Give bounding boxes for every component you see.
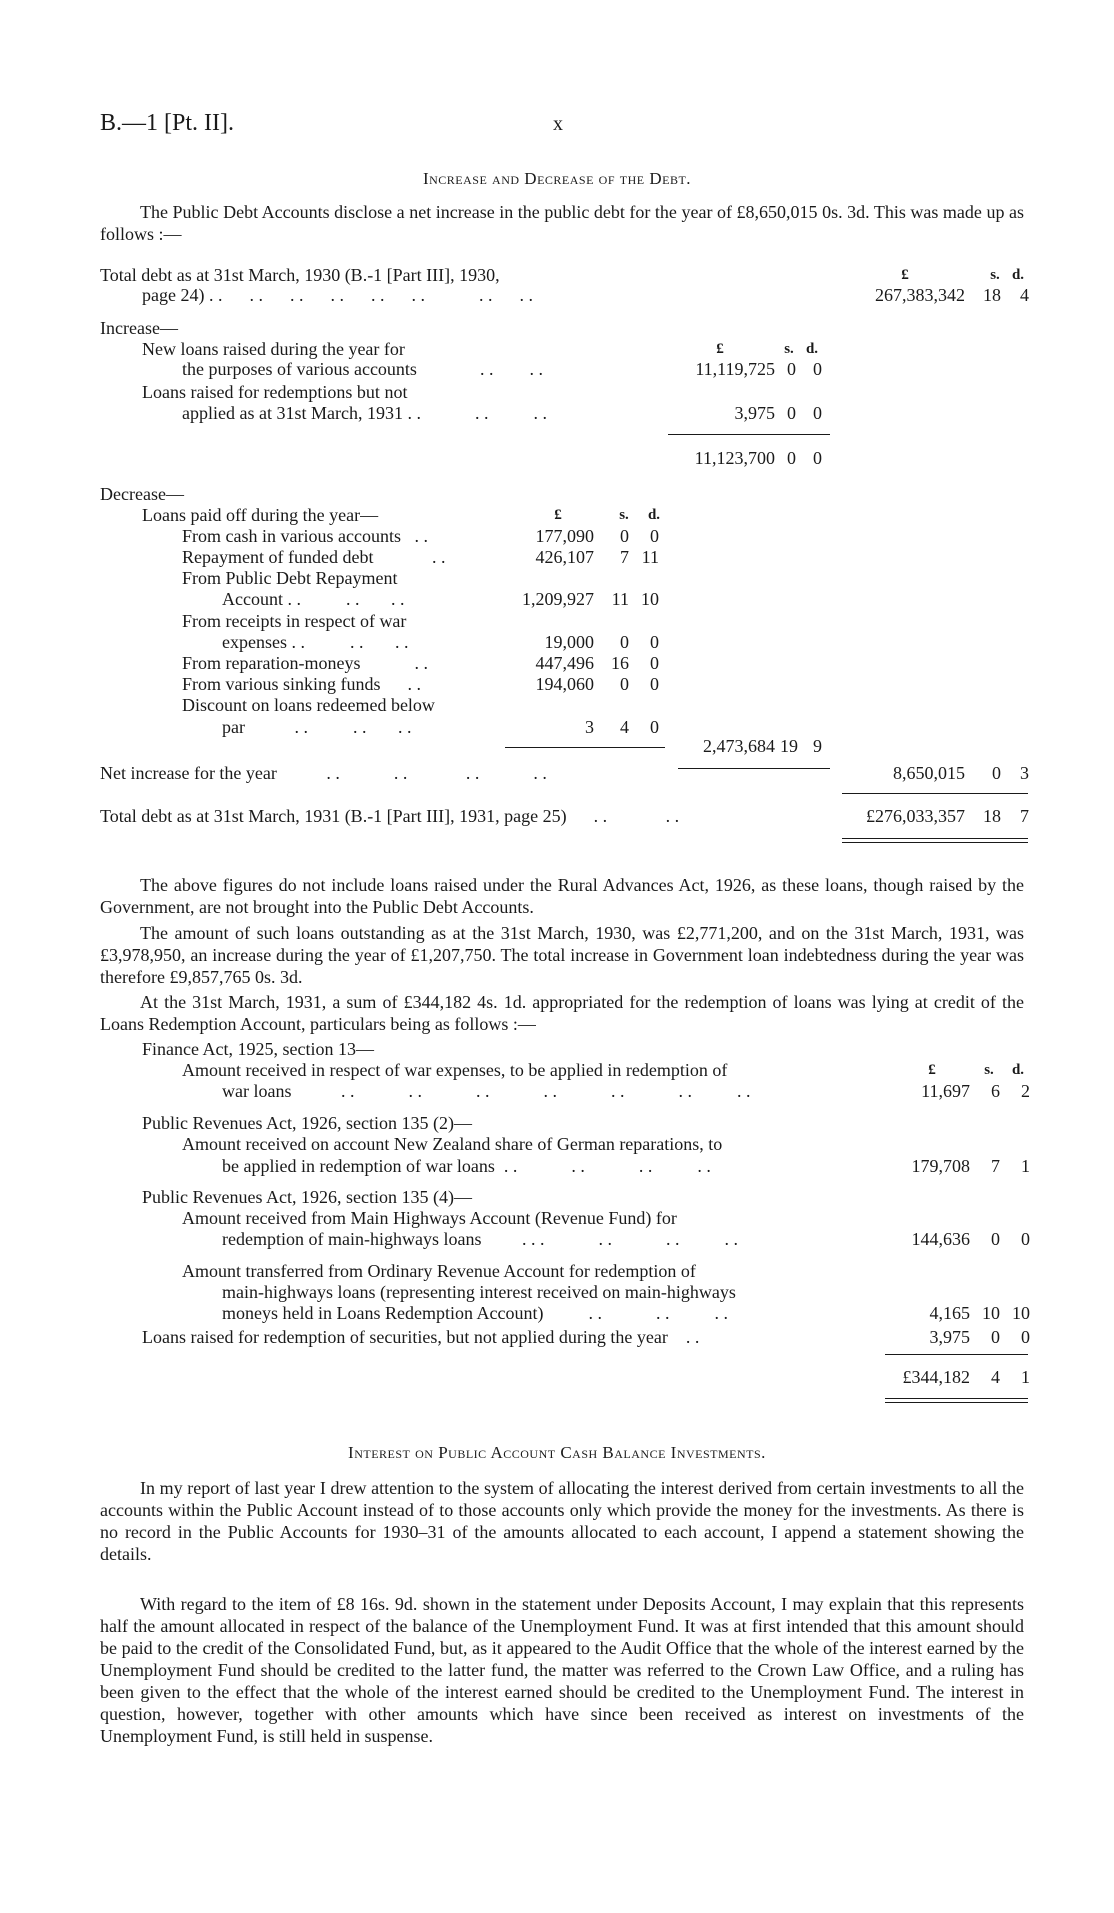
unit-shillings: s. [984, 1062, 994, 1078]
decrease-row-pence: 0 [650, 653, 659, 673]
paragraph-redemption-account [100, 991, 1024, 1035]
unit-shillings: s. [619, 507, 629, 523]
decrease-row-pounds: 19,000 [544, 632, 594, 652]
paragraph-text: The above figures do not include loans raised under the Rural Advances Act, 1926, as these loans, though raised by the Government, are not brought into the Public Debt Accounts. [100, 875, 1024, 917]
decrease-row-label: Repayment of funded debt . . [182, 547, 446, 567]
closing-total-pounds: £276,033,357 [866, 806, 965, 826]
redemption-heading-revenues-act-4: Public Revenues Act, 1926, section 135 (4)— [142, 1187, 472, 1207]
unit-pence: d. [805, 341, 819, 357]
decrease-row-label-line1: From Public Debt Repayment [182, 568, 398, 588]
redemption-total-rule-bottom [885, 1402, 1028, 1403]
redemption-item4-shillings: 10 [982, 1303, 1000, 1323]
redemption-heading-revenues-act-2: Public Revenues Act, 1926, section 135 (2)— [142, 1113, 472, 1133]
opening-label-line1: Total debt as at 31st March, 1930 (B.-1 [Part III], 1930, [100, 265, 500, 285]
increase-item2-pence: 0 [813, 403, 822, 423]
decrease-total-shillings: 19 [780, 736, 798, 756]
increase-item2-line2: applied as at 31st March, 1931 . . . . . . [182, 403, 547, 423]
increase-item1-shillings: 0 [787, 359, 796, 379]
unit-pence: d. [647, 507, 661, 523]
decrease-row-label: Account . . . . . . [222, 589, 405, 609]
redemption-item4-line2: main-highways loans (representing interest received on main-highways [222, 1282, 736, 1302]
redemption-item3-pence: 0 [1021, 1229, 1030, 1249]
unit-shillings: s. [990, 267, 1000, 283]
decrease-row-pounds: 426,107 [535, 547, 594, 567]
decrease-row-shillings: 0 [620, 674, 629, 694]
redemption-total-rule-top [885, 1398, 1028, 1399]
unit-pound: £ [554, 507, 562, 523]
decrease-row-pounds: 3 [585, 717, 594, 737]
paragraph-loans-outstanding [100, 922, 1024, 988]
closing-total-shillings: 18 [983, 806, 1001, 826]
increase-total-pounds: 11,123,700 [694, 448, 775, 468]
unit-shillings: s. [784, 341, 794, 357]
redemption-subtotal-rule [885, 1354, 1028, 1355]
decrease-row-shillings: 7 [620, 547, 629, 567]
net-increase-pence: 3 [1020, 763, 1029, 783]
decrease-row-pounds: 447,496 [535, 653, 594, 673]
section-title-debt: Increase and Decrease of the Debt. [422, 169, 692, 188]
increase-item2-line1: Loans raised for redemptions but not [142, 382, 408, 402]
increase-item1-pence: 0 [813, 359, 822, 379]
increase-item2-pounds: 3,975 [734, 403, 775, 423]
decrease-heading: Decrease— [100, 484, 184, 504]
increase-item1-line1: New loans raised during the year for [142, 339, 405, 359]
increase-subtotal-rule [668, 434, 830, 435]
paragraph-text: The amount of such loans outstanding as at the 31st March, 1930, was £2,771,200, and on the 31st March, 1931, was £3,978,950, an increase during the year of £1,207,750. The total increase in Government loan indebtedness during the year was therefore £9,857,765 0s. 3d. [100, 923, 1024, 987]
paragraph-text: With regard to the item of £8 16s. 9d. shown in the statement under Deposits Account, I may explain that this represents half the amount allocated in respect of the balance of the Unemployment Fund. It was at first intended that this amount should be paid to the credit of the Consolidated Fund, but, as it appeared to the Audit Office that the whole of the interest earned by the Unemployment Fund should be credited to the latter fund, the matter was referred to the Crown Law Office, and a ruling has been given to the effect that the whole of the interest earned should be credited to the Unemployment Fund. The interest in question, however, together with other amounts which have since been received as interest on investments of the Unemployment Fund, is still held in suspense. [100, 1594, 1024, 1746]
closing-total-rule-bottom [842, 842, 1028, 843]
redemption-item2-line2: be applied in redemption of war loans . . . . . . . . [222, 1156, 711, 1176]
redemption-item3-line1: Amount received from Main Highways Account (Revenue Fund) for [182, 1208, 677, 1228]
paragraph-rural-advances [100, 874, 1024, 918]
redemption-item2-pence: 1 [1021, 1156, 1030, 1176]
increase-item2-shillings: 0 [787, 403, 796, 423]
redemption-item1-shillings: 6 [991, 1081, 1000, 1101]
page-number: x [553, 113, 563, 135]
decrease-row-pounds: 1,209,927 [522, 589, 594, 609]
redemption-item1-line2: war loans . . . . . . . . . . . . . . [222, 1081, 751, 1101]
unit-pence: d. [1011, 1062, 1025, 1078]
decrease-row-shillings: 4 [620, 717, 629, 737]
unit-pound: £ [901, 267, 909, 283]
closing-total-rule-top [842, 838, 1028, 839]
decrease-total-pounds: 2,473,684 [703, 736, 775, 756]
section-title-interest: Interest on Public Account Cash Balance Investments. [348, 1443, 766, 1462]
redemption-heading-finance-act: Finance Act, 1925, section 13— [142, 1039, 374, 1059]
redemption-item4-line3: moneys held in Loans Redemption Account) . . . . . . [222, 1303, 728, 1323]
increase-heading: Increase— [100, 318, 178, 338]
decrease-row-label: From cash in various accounts . . [182, 526, 428, 546]
decrease-row-pence: 0 [650, 717, 659, 737]
decrease-row-label-line1: From receipts in respect of war [182, 611, 407, 631]
redemption-item2-line1: Amount received on account New Zealand share of German reparations, to [182, 1134, 723, 1154]
decrease-row-shillings: 0 [620, 526, 629, 546]
redemption-item2-shillings: 7 [991, 1156, 1000, 1176]
redemption-item3-shillings: 0 [991, 1229, 1000, 1249]
paragraph-interest-allocation [100, 1477, 1024, 1565]
unit-pound: £ [928, 1062, 936, 1078]
redemption-item5-pounds: 3,975 [929, 1327, 970, 1347]
paragraph-text: At the 31st March, 1931, a sum of £344,182 4s. 1d. appropriated for the redemption of loans was lying at credit of the Loans Redemption Account, particulars being as follows :— [100, 992, 1024, 1034]
redemption-item5-pence: 0 [1021, 1327, 1030, 1347]
net-increase-pounds: 8,650,015 [893, 763, 965, 783]
decrease-row-shillings: 11 [611, 589, 629, 609]
decrease-row-pence: 11 [641, 547, 659, 567]
redemption-item4-line1: Amount transferred from Ordinary Revenue Account for redemption of [182, 1261, 696, 1281]
increase-item1-line2: the purposes of various accounts . . . . [182, 359, 543, 379]
redemption-item1-line1: Amount received in respect of war expenses, to be applied in redemption of [182, 1060, 728, 1080]
opening-pence: 4 [1020, 285, 1029, 305]
net-increase-rule [842, 793, 1028, 794]
redemption-total-shillings: 4 [991, 1367, 1000, 1387]
redemption-item3-line2: redemption of main-highways loans . . . . . . . . . [222, 1229, 738, 1249]
redemption-item4-pence: 10 [1012, 1303, 1030, 1323]
opening-pounds: 267,383,342 [875, 285, 965, 305]
decrease-row-label: par . . . . . . [222, 717, 412, 737]
opening-label-line2: page 24) . . . . . . . . . . . . . . . . [142, 285, 533, 305]
decrease-subheading: Loans paid off during the year— [142, 505, 379, 525]
unit-pence: d. [1011, 267, 1025, 283]
decrease-row-pence: 0 [650, 674, 659, 694]
decrease-row-pence: 10 [641, 589, 659, 609]
redemption-item2-pounds: 179,708 [911, 1156, 970, 1176]
increase-item1-pounds: 11,119,725 [695, 359, 775, 379]
decrease-row-pounds: 177,090 [535, 526, 594, 546]
decrease-row-pence: 0 [650, 632, 659, 652]
redemption-item5-shillings: 0 [991, 1327, 1000, 1347]
intro-text: The Public Debt Accounts disclose a net increase in the public debt for the year of £8,650,015 0s. 3d. This was made up as follows :— [100, 202, 1024, 244]
net-increase-label: Net increase for the year . . . . . . . . [100, 763, 547, 783]
net-increase-shillings: 0 [992, 763, 1001, 783]
intro-paragraph [100, 201, 1024, 245]
paragraph-unemployment-fund [100, 1593, 1024, 1747]
paragraph-text: In my report of last year I drew attention to the system of allocating the interest derived from certain investments to all the accounts within the Public Account instead of to those accounts only which provide the money for the investments. As there is no record in the Public Accounts for 1930–31 of the amounts allocated to each account, I append a statement showing the details. [100, 1478, 1024, 1564]
decrease-total-rule [678, 768, 830, 769]
decrease-row-label: From reparation-moneys . . [182, 653, 428, 673]
decrease-row-shillings: 16 [611, 653, 629, 673]
increase-total-pence: 0 [813, 448, 822, 468]
document-reference: B.—1 [Pt. II]. [100, 110, 234, 136]
redemption-item1-pence: 2 [1021, 1081, 1030, 1101]
decrease-row-shillings: 0 [620, 632, 629, 652]
redemption-total-pounds: £344,182 [902, 1367, 970, 1387]
decrease-row-label-line1: Discount on loans redeemed below [182, 695, 435, 715]
redemption-item5: Loans raised for redemption of securities, but not applied during the year . . [142, 1327, 700, 1347]
decrease-row-pence: 0 [650, 526, 659, 546]
redemption-item1-pounds: 11,697 [921, 1081, 970, 1101]
decrease-total-pence: 9 [813, 736, 822, 756]
decrease-row-pounds: 194,060 [535, 674, 594, 694]
closing-total-pence: 7 [1020, 806, 1029, 826]
opening-shillings: 18 [983, 285, 1001, 305]
decrease-row-label: From various sinking funds . . [182, 674, 422, 694]
decrease-row-label: expenses . . . . . . [222, 632, 409, 652]
unit-pound: £ [716, 341, 724, 357]
redemption-item4-pounds: 4,165 [929, 1303, 970, 1323]
redemption-item3-pounds: 144,636 [911, 1229, 970, 1249]
redemption-total-pence: 1 [1021, 1367, 1030, 1387]
increase-total-shillings: 0 [787, 448, 796, 468]
closing-total-label: Total debt as at 31st March, 1931 (B.-1 [Part III], 1931, page 25) . . . . [100, 806, 680, 826]
